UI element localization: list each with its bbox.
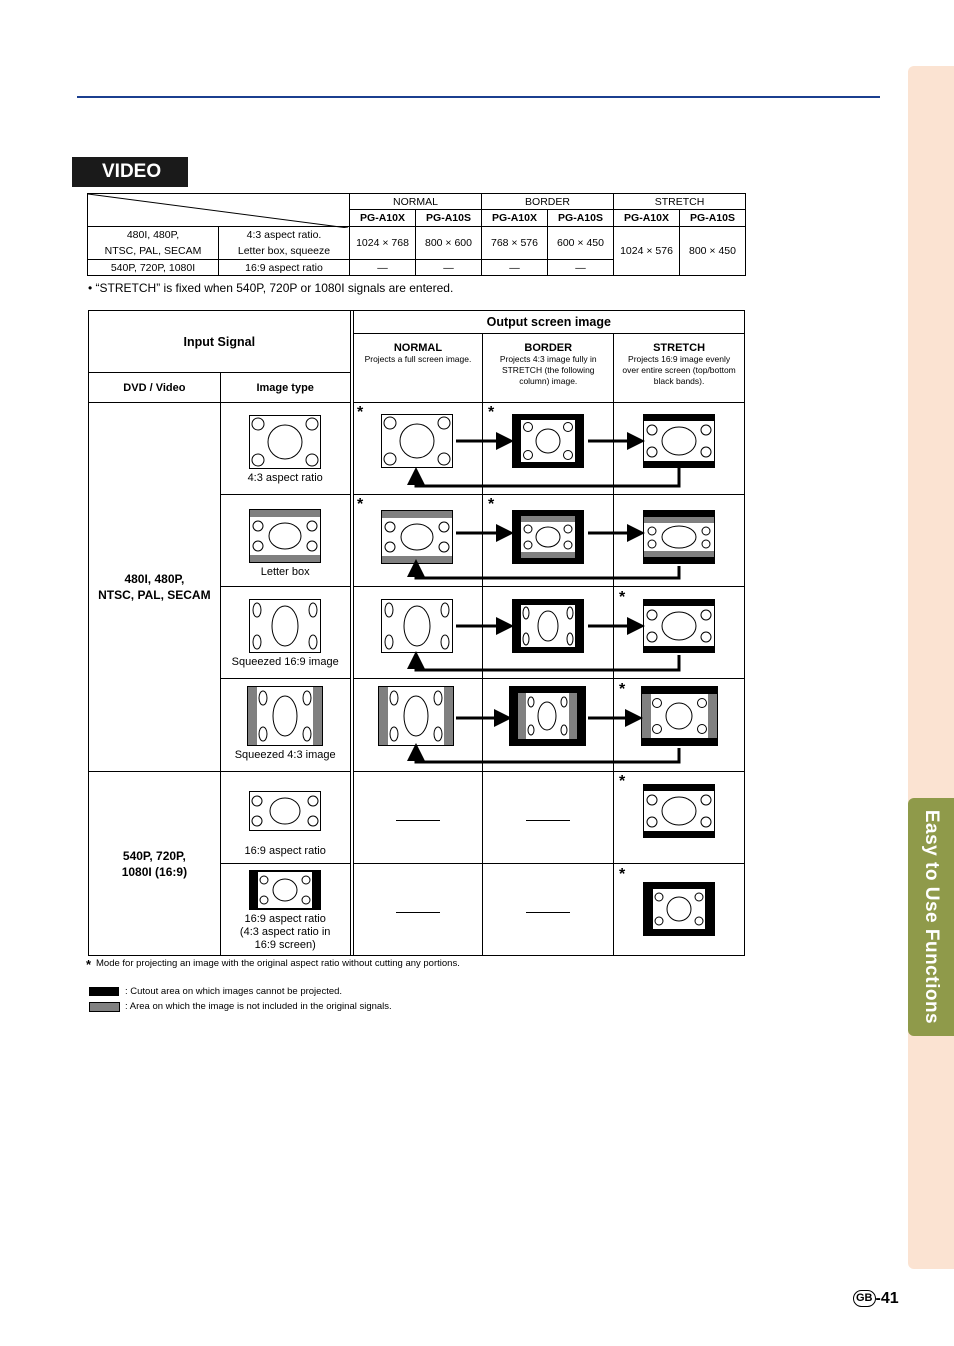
value-cell: 1024 × 576	[614, 227, 680, 276]
original-ratio-mark: *	[488, 404, 495, 421]
screen-squeezed169-icon	[249, 599, 321, 653]
corner-cell	[88, 194, 350, 227]
stretch-cell	[614, 495, 745, 587]
input-signal-header: Input Signal	[89, 311, 351, 373]
screen-squeezed43-icon	[247, 686, 323, 746]
stretch-note: • “STRETCH” is fixed when 540P, 720P or 1080I signals are entered.	[88, 281, 454, 295]
signal-cell: 480I, 480P, NTSC, PAL, SECAM	[88, 227, 219, 260]
normal-cell	[353, 679, 483, 772]
not-applicable	[396, 912, 440, 913]
col-border: BORDER Projects 4:3 image fully in STRETCH (the following column) image.	[483, 334, 614, 403]
not-applicable	[526, 912, 570, 913]
mode-border: BORDER	[482, 194, 614, 210]
original-ratio-mark: *	[619, 773, 626, 790]
legend-black-swatch	[89, 987, 119, 996]
original-ratio-mark: *	[357, 496, 364, 513]
type-cell: 4:3 aspect ratio. Letter box, squeeze	[219, 227, 350, 260]
type-cell: 16:9 aspect ratio	[219, 260, 350, 276]
col-stretch: STRETCH Projects 16:9 image evenly over entire screen (top/bottom black bands).	[614, 334, 745, 403]
not-applicable	[396, 820, 440, 821]
original-ratio-mark: *	[619, 681, 626, 698]
original-ratio-mark: *	[488, 496, 495, 513]
value-cell: —	[350, 260, 416, 276]
model: PG-A10X	[614, 210, 680, 227]
section-title: VIDEO	[72, 157, 188, 187]
border-cell	[483, 772, 614, 864]
mode-normal: NORMAL	[350, 194, 482, 210]
screen-43-icon	[249, 415, 321, 469]
original-ratio-mark: *	[619, 866, 626, 883]
image-type-cell: Letter box	[220, 495, 350, 587]
normal-cell	[353, 864, 483, 956]
value-cell: 600 × 450	[548, 227, 614, 260]
normal-cell	[353, 587, 483, 679]
mode-stretch: STRETCH	[614, 194, 746, 210]
mode-table	[88, 310, 745, 956]
border-cell	[483, 495, 614, 587]
image-type-cell: Squeezed 16:9 image	[220, 587, 350, 679]
legend-black-text: : Cutout area on which images cannot be projected.	[125, 986, 343, 997]
normal-cell	[353, 772, 483, 864]
stretch-cell	[614, 864, 745, 956]
stretch-cell	[614, 679, 745, 772]
value-cell: 1024 × 768	[350, 227, 416, 260]
signal-group-720: 540P, 720P, 1080I (16:9)	[89, 772, 221, 956]
border-cell	[483, 587, 614, 679]
side-tab-label: Easy to Use Functions	[921, 809, 942, 1025]
original-ratio-mark: *	[619, 589, 626, 606]
footnote-star: *	[86, 957, 92, 972]
header-rule	[77, 96, 880, 98]
side-tab	[908, 66, 954, 1269]
border-cell	[483, 864, 614, 956]
gb-badge: GB	[853, 1290, 876, 1307]
model: PG-A10X	[482, 210, 548, 227]
screen-169-pillar-icon	[249, 870, 321, 910]
value-cell: 768 × 576	[482, 227, 548, 260]
image-type-cell: Squeezed 4:3 image	[220, 679, 350, 772]
normal-cell	[353, 495, 483, 587]
legend-gray-swatch	[89, 1002, 120, 1012]
signal-group-480: 480I, 480P, NTSC, PAL, SECAM	[89, 403, 221, 772]
value-cell: 800 × 600	[416, 227, 482, 260]
stretch-cell	[614, 403, 745, 495]
image-type-cell: 16:9 aspect ratio	[220, 772, 350, 864]
output-header: Output screen image	[353, 311, 744, 334]
value-cell: —	[482, 260, 548, 276]
col-normal: NORMAL Projects a full screen image.	[353, 334, 483, 403]
value-cell: 800 × 450	[680, 227, 746, 276]
stretch-cell	[614, 587, 745, 679]
image-type-cell: 4:3 aspect ratio	[220, 403, 350, 495]
not-applicable	[526, 820, 570, 821]
footnote: Mode for projecting an image with the original aspect ratio without cutting any portions.	[96, 958, 460, 969]
signal-cell: 540P, 720P, 1080I	[88, 260, 219, 276]
page-number: GB -41	[853, 1290, 899, 1308]
model: PG-A10S	[416, 210, 482, 227]
screen-letterbox-icon	[249, 509, 321, 563]
model: PG-A10X	[350, 210, 416, 227]
value-cell: —	[548, 260, 614, 276]
diagonal-line	[88, 194, 348, 228]
screen-169-icon	[249, 791, 321, 831]
legend-gray-text: : Area on which the image is not included in the original signals.	[125, 1001, 392, 1012]
image-type-cell: 16:9 aspect ratio (4:3 aspect ratio in 16:9 screen)	[220, 864, 350, 956]
model: PG-A10S	[548, 210, 614, 227]
value-cell: —	[416, 260, 482, 276]
stretch-cell	[614, 772, 745, 864]
image-type-header: Image type	[220, 373, 350, 403]
normal-cell	[353, 403, 483, 495]
model: PG-A10S	[680, 210, 746, 227]
border-cell	[483, 679, 614, 772]
original-ratio-mark: *	[357, 404, 364, 421]
dvd-video-header: DVD / Video	[89, 373, 221, 403]
resolution-table	[87, 193, 746, 276]
border-cell	[483, 403, 614, 495]
